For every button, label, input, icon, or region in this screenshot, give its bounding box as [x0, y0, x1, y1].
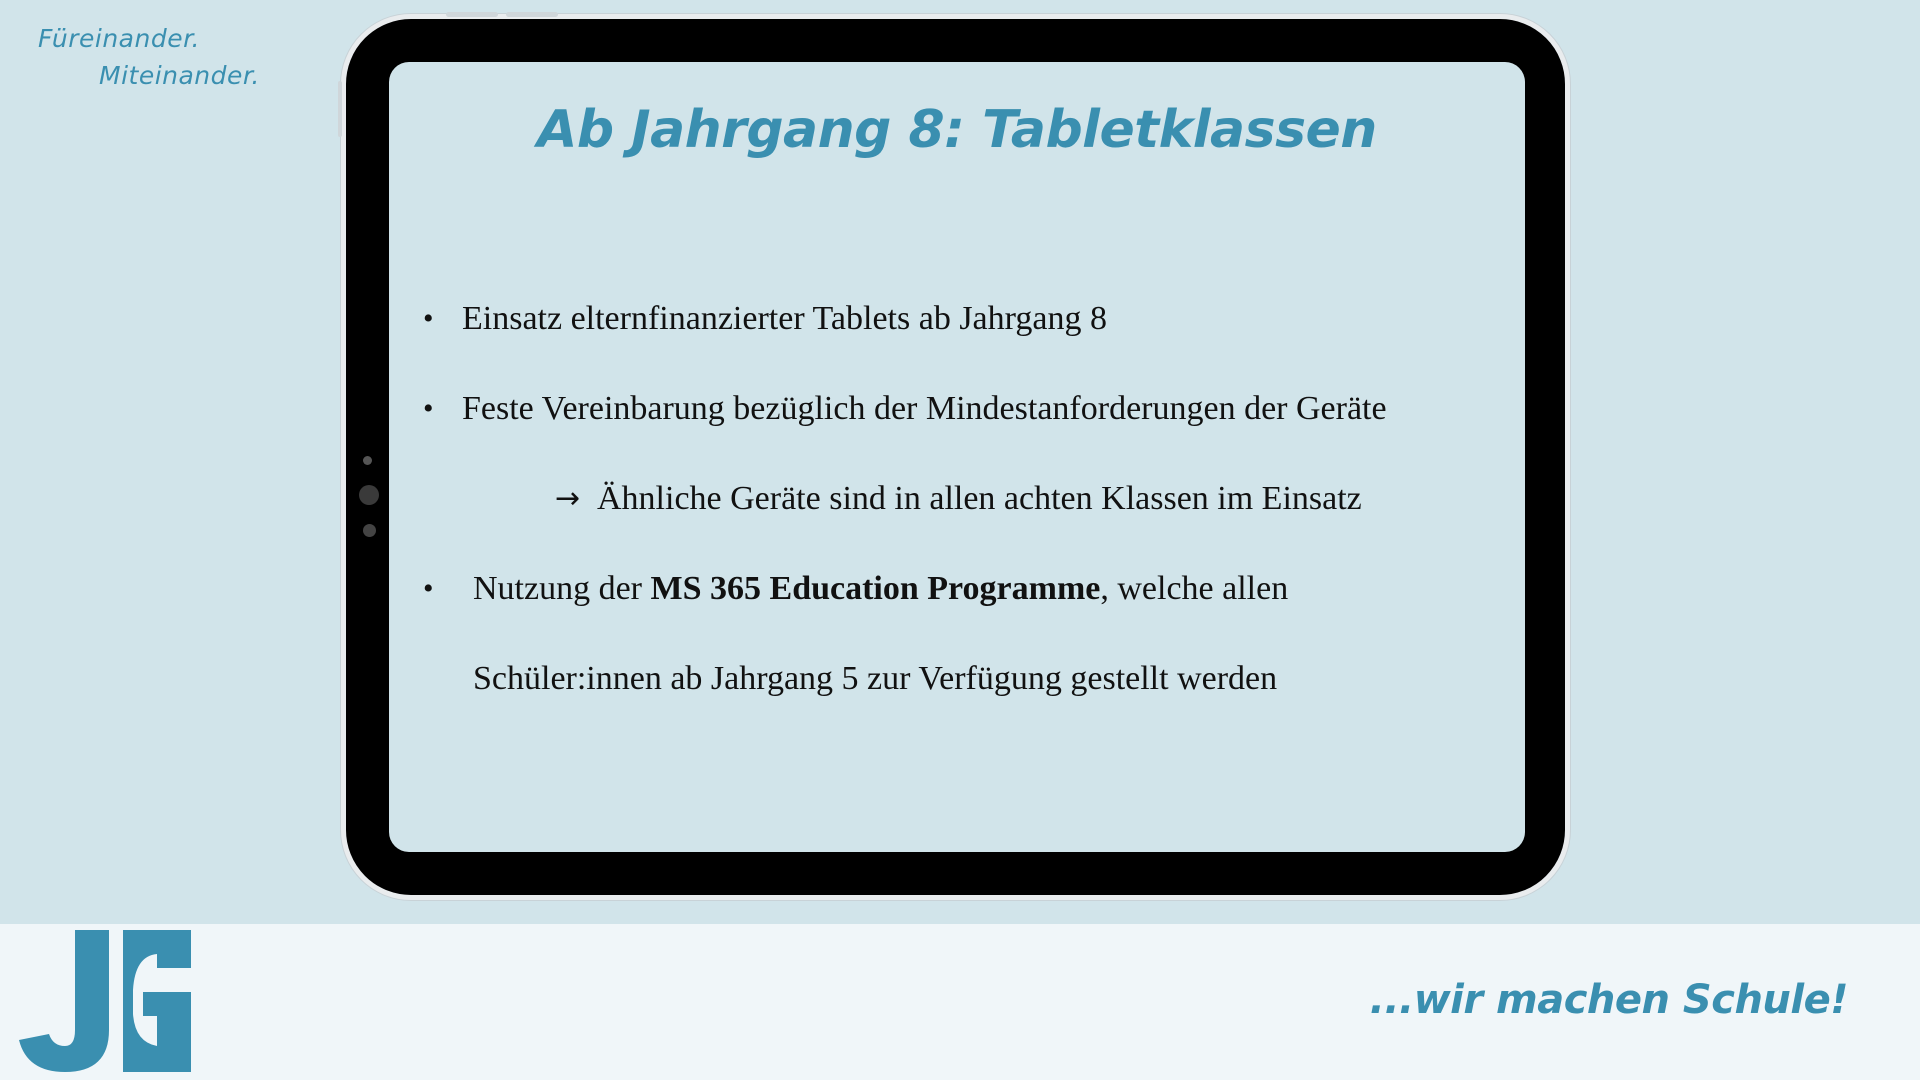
- motto-line-1: Füreinander.: [38, 24, 201, 53]
- slide-title: Ab Jahrgang 8: Tabletklassen: [537, 100, 1377, 160]
- bullet-text-bold: MS 365 Education Programme: [650, 570, 1101, 607]
- bullet-item: [423, 544, 1505, 634]
- motto-line-2: Miteinander.: [99, 61, 260, 90]
- jg-school-logo: [19, 930, 191, 1072]
- camera-flash-icon: [363, 524, 376, 537]
- tablet-side-button: [338, 81, 342, 137]
- tablet-top-button: [446, 12, 498, 17]
- bullet-text-prefix: Nutzung der: [473, 570, 651, 607]
- tablet-top-button: [506, 12, 558, 17]
- bullet-item: [423, 274, 1505, 364]
- slogan: ...wir machen Schule!: [1369, 977, 1848, 1023]
- bullet-icon: •: [423, 572, 434, 605]
- bullet-text: Einsatz elternfinanzierter Tablets ab Jahrgang 8: [462, 300, 1107, 337]
- bullet-list: [423, 274, 1505, 724]
- camera-sensor-icon: [363, 456, 372, 465]
- bullet-continuation: [423, 634, 1505, 724]
- arrow-right-icon: →: [555, 481, 581, 516]
- bullet-text-line-2: Schüler:innen ab Jahrgang 5 zur Verfügung gestellt werden: [473, 660, 1278, 697]
- bullet-icon: •: [423, 302, 434, 335]
- bullet-text: [473, 544, 1288, 634]
- camera-lens-icon: [359, 485, 379, 505]
- bullet-item: [423, 364, 1505, 454]
- sub-bullet-text: Ähnliche Geräte sind in allen achten Klassen im Einsatz: [597, 480, 1362, 517]
- bullet-text-suffix: , welche allen: [1100, 570, 1289, 607]
- tablet-screen: [389, 62, 1525, 852]
- bullet-icon: •: [423, 392, 434, 425]
- tablet-frame: [341, 14, 1570, 900]
- sub-bullet-item: [423, 454, 1505, 544]
- bullet-text: Feste Vereinbarung bezüglich der Mindestanforderungen der Geräte: [462, 390, 1387, 427]
